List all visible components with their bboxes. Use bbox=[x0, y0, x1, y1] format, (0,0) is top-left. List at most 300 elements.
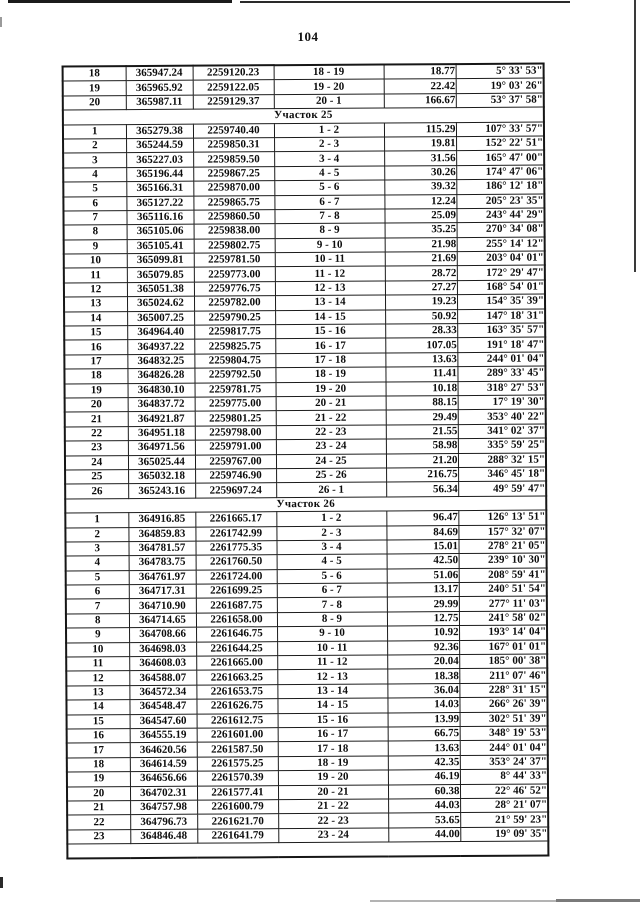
cell-x-coord: 365965.92 bbox=[126, 81, 193, 96]
cell-segment: 26 - 1 bbox=[276, 482, 386, 497]
cell-x-coord: 364937.22 bbox=[127, 340, 194, 355]
cell-bearing: 353° 40' 22" bbox=[458, 409, 546, 424]
cell-bearing: 335° 59' 25" bbox=[458, 438, 546, 453]
cell-bearing: 5° 33' 53" bbox=[456, 64, 544, 79]
cell-bearing: 203° 04' 01" bbox=[457, 251, 545, 266]
cell-point-number: 23 bbox=[65, 441, 128, 456]
cell-segment: 4 - 5 bbox=[277, 554, 387, 569]
cell-bearing: 167° 01' 01" bbox=[459, 640, 547, 655]
cell-point-number: 8 bbox=[66, 613, 129, 628]
cell-segment: 9 - 10 bbox=[277, 626, 387, 641]
cell-y-coord: 2261601.00 bbox=[197, 728, 278, 743]
scan-artifact-top-edge bbox=[240, 1, 570, 3]
cell-y-coord: 2259781.50 bbox=[194, 253, 275, 268]
cell-bearing: 346° 45' 18" bbox=[458, 467, 546, 482]
cell-x-coord: 365244.59 bbox=[126, 138, 193, 153]
cell-distance: 20.04 bbox=[387, 655, 459, 670]
cell-distance: 21.98 bbox=[385, 237, 457, 252]
cell-y-coord: 2261742.99 bbox=[195, 526, 276, 541]
cell-segment: 2 - 3 bbox=[274, 137, 384, 152]
cell-y-coord: 2259746.90 bbox=[195, 469, 276, 484]
cell-bearing: 22° 46' 52" bbox=[460, 784, 548, 799]
cell-segment: 1 - 2 bbox=[274, 123, 384, 138]
cell-distance: 92.36 bbox=[387, 640, 459, 655]
cell-y-coord: 2259790.25 bbox=[194, 310, 275, 325]
cell-bearing: 208° 59' 41" bbox=[459, 568, 547, 583]
cell-y-coord: 2261665.17 bbox=[195, 512, 276, 527]
cell-point-number: 18 bbox=[64, 369, 127, 384]
cell-distance: 12.75 bbox=[387, 611, 459, 626]
cell-bearing: 19° 03' 26" bbox=[456, 78, 544, 93]
scan-artifact-left-edge bbox=[0, 17, 2, 27]
cell-y-coord: 2259740.40 bbox=[193, 123, 274, 138]
cell-bearing: 353° 24' 37" bbox=[460, 755, 548, 770]
cell-bearing: 191° 18' 47" bbox=[457, 337, 545, 352]
cell-bearing: 240° 51' 54" bbox=[459, 582, 547, 597]
cell-segment: 13 - 14 bbox=[277, 684, 387, 699]
cell-y-coord: 2259798.00 bbox=[195, 425, 276, 440]
cell-distance: 88.15 bbox=[386, 396, 458, 411]
cell-segment: 8 - 9 bbox=[277, 612, 387, 627]
cell-x-coord: 364757.98 bbox=[130, 800, 197, 815]
cell-point-number: 15 bbox=[67, 714, 130, 729]
cell-y-coord: 2259697.24 bbox=[195, 483, 276, 498]
cell-segment: 12 - 13 bbox=[277, 669, 387, 684]
cell-point-number: 17 bbox=[64, 354, 127, 369]
cell-segment: 10 - 11 bbox=[275, 252, 385, 267]
cell-x-coord: 365024.62 bbox=[127, 296, 194, 311]
cell-segment: 22 - 23 bbox=[276, 425, 386, 440]
cell-distance: 13.63 bbox=[388, 741, 460, 756]
cell-bearing: 193° 14' 04" bbox=[459, 625, 547, 640]
cell-x-coord: 365279.38 bbox=[126, 124, 193, 139]
cell-bearing: 19° 09' 35" bbox=[460, 827, 548, 842]
cell-y-coord: 2259775.00 bbox=[195, 397, 276, 412]
cell-segment: 6 - 7 bbox=[274, 195, 384, 210]
cell-bearing: 205° 23' 35" bbox=[456, 194, 544, 209]
cell-bearing: 28° 21' 07" bbox=[460, 798, 548, 813]
cell-distance: 13.17 bbox=[387, 583, 459, 598]
cell-bearing: 266° 26' 39" bbox=[459, 697, 547, 712]
cell-x-coord: 364832.25 bbox=[127, 354, 194, 369]
cell-point-number: 1 bbox=[65, 513, 128, 528]
cell-segment: 20 - 21 bbox=[276, 396, 386, 411]
cell-distance: 39.32 bbox=[384, 180, 456, 195]
section-title: Участок 25 bbox=[63, 107, 544, 124]
cell-distance: 35.25 bbox=[385, 223, 457, 238]
cell-bearing: 107° 33' 57" bbox=[456, 122, 544, 137]
cell-bearing: 277° 11' 03" bbox=[459, 596, 547, 611]
cell-y-coord: 2261665.00 bbox=[196, 656, 277, 671]
cell-point-number: 24 bbox=[65, 455, 128, 470]
scan-artifact-right-edge bbox=[634, 0, 636, 272]
cell-point-number: 19 bbox=[63, 81, 126, 96]
cell-segment: 21 - 22 bbox=[278, 799, 388, 814]
cell-point-number: 11 bbox=[66, 657, 129, 672]
cell-segment: 1 - 2 bbox=[276, 511, 386, 526]
cell-point-number: 10 bbox=[66, 642, 129, 657]
cell-point-number: 1 bbox=[63, 124, 126, 139]
cell-x-coord: 365166.31 bbox=[126, 181, 193, 196]
cell-point-number: 2 bbox=[63, 139, 126, 154]
cell-x-coord: 365007.25 bbox=[127, 311, 194, 326]
cell-distance: 107.05 bbox=[385, 338, 457, 353]
cell-segment: 14 - 15 bbox=[275, 310, 385, 325]
cell-x-coord: 364783.75 bbox=[129, 555, 196, 570]
cell-distance: 50.92 bbox=[385, 309, 457, 324]
cell-distance: 10.92 bbox=[387, 626, 459, 641]
cell-x-coord: 365105.41 bbox=[127, 239, 194, 254]
cell-y-coord: 2259870.00 bbox=[193, 181, 274, 196]
cell-bearing: 318° 27' 53" bbox=[458, 381, 546, 396]
cell-y-coord: 2261699.25 bbox=[196, 584, 277, 599]
table-bottom-filler-row bbox=[67, 841, 548, 859]
cell-segment: 13 - 14 bbox=[275, 295, 385, 310]
cell-bearing: 8° 44' 33" bbox=[460, 769, 548, 784]
cell-distance: 36.04 bbox=[387, 683, 459, 698]
cell-segment: 2 - 3 bbox=[276, 526, 386, 541]
cell-y-coord: 2261600.79 bbox=[197, 800, 278, 815]
cell-distance: 21.69 bbox=[385, 252, 457, 267]
cell-point-number: 12 bbox=[64, 282, 127, 297]
cell-segment: 3 - 4 bbox=[276, 540, 386, 555]
cell-distance: 51.06 bbox=[387, 568, 459, 583]
cell-x-coord: 364555.19 bbox=[130, 728, 197, 743]
cell-x-coord: 364710.90 bbox=[129, 599, 196, 614]
cell-x-coord: 364796.73 bbox=[130, 814, 197, 829]
cell-point-number: 21 bbox=[67, 800, 130, 815]
cell-point-number: 20 bbox=[65, 398, 128, 413]
cell-x-coord: 365105.06 bbox=[127, 224, 194, 239]
cell-distance: 14.03 bbox=[387, 698, 459, 713]
cell-bearing: 243° 44' 29" bbox=[456, 208, 544, 223]
cell-segment: 10 - 11 bbox=[277, 641, 387, 656]
cell-segment: 6 - 7 bbox=[277, 583, 387, 598]
cell-x-coord: 365227.03 bbox=[126, 153, 193, 168]
cell-bearing: 165° 47' 00" bbox=[456, 150, 544, 165]
cell-point-number: 22 bbox=[67, 815, 130, 830]
cell-segment: 21 - 22 bbox=[276, 410, 386, 425]
cell-distance: 31.56 bbox=[384, 151, 456, 166]
cell-distance: 44.00 bbox=[388, 827, 460, 842]
cell-point-number: 6 bbox=[63, 196, 126, 211]
cell-y-coord: 2261646.75 bbox=[196, 627, 277, 642]
cell-x-coord: 364656.66 bbox=[130, 771, 197, 786]
cell-bearing: 244° 01' 04" bbox=[457, 352, 545, 367]
cell-bearing: 168° 54' 01" bbox=[457, 280, 545, 295]
cell-distance: 60.38 bbox=[388, 784, 460, 799]
cell-segment: 17 - 18 bbox=[275, 353, 385, 368]
cell-point-number: 2 bbox=[65, 527, 128, 542]
cell-distance: 10.18 bbox=[386, 381, 458, 396]
cell-y-coord: 2259776.75 bbox=[194, 282, 275, 297]
cell-y-coord: 2261587.50 bbox=[197, 742, 278, 757]
cell-bearing: 186° 12' 18" bbox=[456, 179, 544, 194]
cell-y-coord: 2259122.05 bbox=[193, 80, 274, 95]
cell-bearing: 163° 35' 57" bbox=[457, 323, 545, 338]
cell-distance: 44.03 bbox=[388, 798, 460, 813]
cell-x-coord: 365243.16 bbox=[128, 484, 195, 499]
cell-y-coord: 2259859.50 bbox=[193, 152, 274, 167]
cell-point-number: 5 bbox=[66, 570, 129, 585]
cell-bearing: 288° 32' 15" bbox=[458, 453, 546, 468]
cell-distance: 13.63 bbox=[385, 352, 457, 367]
cell-segment: 9 - 10 bbox=[275, 238, 385, 253]
cell-y-coord: 2259792.50 bbox=[194, 368, 275, 383]
cell-y-coord: 2259804.75 bbox=[194, 353, 275, 368]
cell-x-coord: 365987.11 bbox=[126, 95, 193, 110]
cell-segment: 7 - 8 bbox=[274, 209, 384, 224]
cell-segment: 23 - 24 bbox=[276, 439, 386, 454]
cell-distance: 84.69 bbox=[386, 525, 458, 540]
cell-distance: 21.20 bbox=[386, 453, 458, 468]
cell-distance: 21.55 bbox=[386, 424, 458, 439]
cell-y-coord: 2261775.35 bbox=[195, 541, 276, 556]
cell-segment: 19 - 20 bbox=[274, 79, 384, 94]
cell-distance: 53.65 bbox=[388, 813, 460, 828]
cell-distance: 18.77 bbox=[384, 64, 456, 79]
cell-point-number: 3 bbox=[63, 153, 126, 168]
cell-bearing: 185° 00' 38" bbox=[459, 654, 547, 669]
cell-point-number: 4 bbox=[66, 556, 129, 571]
cell-bearing: 239° 10' 30" bbox=[459, 553, 547, 568]
cell-point-number: 20 bbox=[67, 786, 130, 801]
cell-x-coord: 364781.57 bbox=[128, 541, 195, 556]
cell-x-coord: 364620.56 bbox=[130, 743, 197, 758]
cell-y-coord: 2259781.75 bbox=[195, 382, 276, 397]
cell-bearing: 241° 58' 02" bbox=[459, 611, 547, 626]
cell-point-number: 23 bbox=[67, 829, 130, 844]
cell-segment: 16 - 17 bbox=[275, 338, 385, 353]
cell-x-coord: 365127.22 bbox=[126, 196, 193, 211]
cell-point-number: 8 bbox=[64, 225, 127, 240]
cell-y-coord: 2261612.75 bbox=[197, 713, 278, 728]
cell-y-coord: 2261621.70 bbox=[197, 814, 278, 829]
cell-x-coord: 364826.28 bbox=[127, 368, 194, 383]
cell-y-coord: 2261663.25 bbox=[196, 670, 277, 685]
cell-x-coord: 364761.97 bbox=[129, 570, 196, 585]
cell-bearing: 255° 14' 12" bbox=[457, 237, 545, 252]
cell-distance: 12.24 bbox=[384, 194, 456, 209]
cell-y-coord: 2261577.41 bbox=[197, 785, 278, 800]
cell-point-number: 7 bbox=[63, 210, 126, 225]
cell-distance: 25.09 bbox=[384, 208, 456, 223]
cell-segment: 19 - 20 bbox=[278, 770, 388, 785]
cell-point-number: 18 bbox=[67, 757, 130, 772]
cell-y-coord: 2261658.00 bbox=[196, 613, 277, 628]
cell-distance: 27.27 bbox=[385, 280, 457, 295]
section-title: Участок 26 bbox=[65, 496, 546, 513]
cell-segment: 15 - 16 bbox=[275, 324, 385, 339]
cell-distance: 58.98 bbox=[386, 439, 458, 454]
cell-bearing: 147° 18' 31" bbox=[457, 309, 545, 324]
cell-segment: 19 - 20 bbox=[276, 382, 386, 397]
cell-segment: 23 - 24 bbox=[278, 828, 388, 843]
cell-distance: 166.67 bbox=[384, 93, 456, 108]
cell-segment: 20 - 21 bbox=[278, 785, 388, 800]
cell-x-coord: 364717.31 bbox=[129, 584, 196, 599]
cell-point-number: 19 bbox=[65, 383, 128, 398]
cell-point-number: 5 bbox=[63, 182, 126, 197]
cell-segment: 22 - 23 bbox=[278, 813, 388, 828]
cell-y-coord: 2259773.00 bbox=[194, 267, 275, 282]
table-bottom-filler bbox=[67, 841, 548, 859]
cell-segment: 18 - 19 bbox=[275, 367, 385, 382]
cell-bearing: 341° 02' 37" bbox=[458, 424, 546, 439]
cell-y-coord: 2259767.00 bbox=[195, 454, 276, 469]
cell-x-coord: 364702.31 bbox=[130, 786, 197, 801]
cell-x-coord: 364951.18 bbox=[128, 426, 195, 441]
cell-y-coord: 2261653.75 bbox=[196, 684, 277, 699]
cell-segment: 14 - 15 bbox=[277, 698, 387, 713]
cell-x-coord: 365032.18 bbox=[128, 469, 195, 484]
cell-distance: 46.19 bbox=[388, 770, 460, 785]
cell-bearing: 152° 22' 51" bbox=[456, 136, 544, 151]
cell-distance: 22.42 bbox=[384, 79, 456, 94]
cell-segment: 8 - 9 bbox=[275, 223, 385, 238]
cell-distance: 216.75 bbox=[386, 468, 458, 483]
cell-distance: 56.34 bbox=[386, 482, 458, 497]
cell-segment: 5 - 6 bbox=[277, 569, 387, 584]
cell-bearing: 21° 59' 23" bbox=[460, 812, 548, 827]
cell-y-coord: 2259782.00 bbox=[194, 296, 275, 311]
cell-distance: 29.99 bbox=[387, 597, 459, 612]
cell-distance: 13.99 bbox=[388, 712, 460, 727]
cell-point-number: 14 bbox=[64, 311, 127, 326]
cell-x-coord: 364548.47 bbox=[129, 699, 196, 714]
cell-bearing: 228° 31' 15" bbox=[459, 683, 547, 698]
cell-y-coord: 2261575.25 bbox=[197, 756, 278, 771]
cell-bearing: 126° 13' 51" bbox=[458, 510, 546, 525]
cell-distance: 28.33 bbox=[385, 324, 457, 339]
cell-x-coord: 364921.87 bbox=[128, 412, 195, 427]
cell-segment: 11 - 12 bbox=[275, 266, 385, 281]
cell-distance: 11.41 bbox=[385, 367, 457, 382]
cell-point-number: 12 bbox=[66, 671, 129, 686]
scan-artifact-bottom-edge bbox=[556, 899, 640, 902]
cell-y-coord: 2261626.75 bbox=[196, 699, 277, 714]
cell-distance: 15.01 bbox=[386, 539, 458, 554]
cell-x-coord: 364859.83 bbox=[128, 527, 195, 542]
cell-point-number: 13 bbox=[66, 685, 129, 700]
cell-y-coord: 2259120.23 bbox=[193, 65, 274, 80]
cell-bearing: 49° 59' 47" bbox=[458, 481, 546, 496]
cell-x-coord: 364964.40 bbox=[127, 325, 194, 340]
cell-y-coord: 2259801.25 bbox=[195, 411, 276, 426]
cell-y-coord: 2259791.00 bbox=[195, 440, 276, 455]
cell-point-number: 11 bbox=[64, 268, 127, 283]
cell-x-coord: 364846.48 bbox=[130, 829, 197, 844]
cell-point-number: 19 bbox=[67, 772, 130, 787]
cell-point-number: 16 bbox=[64, 340, 127, 355]
cell-segment: 16 - 17 bbox=[278, 727, 388, 742]
cell-segment: 25 - 26 bbox=[276, 468, 386, 483]
survey-coordinates-table bbox=[62, 63, 550, 860]
cell-point-number: 3 bbox=[65, 541, 128, 556]
cell-bearing: 17° 19' 30" bbox=[458, 395, 546, 410]
cell-segment: 5 - 6 bbox=[274, 180, 384, 195]
cell-y-coord: 2259867.25 bbox=[193, 166, 274, 181]
cell-distance: 29.49 bbox=[386, 410, 458, 425]
cell-y-coord: 2259802.75 bbox=[194, 238, 275, 253]
cell-bearing: 302° 51' 39" bbox=[460, 712, 548, 727]
cell-segment: 20 - 1 bbox=[274, 94, 384, 109]
cell-x-coord: 364971.56 bbox=[128, 440, 195, 455]
scan-artifact-top-edge bbox=[8, 0, 232, 3]
cell-x-coord: 364837.72 bbox=[128, 397, 195, 412]
cell-bearing: 211° 07' 46" bbox=[459, 668, 547, 683]
cell-x-coord: 365099.81 bbox=[127, 253, 194, 268]
cell-x-coord: 364547.60 bbox=[130, 714, 197, 729]
cell-y-coord: 2259838.00 bbox=[194, 224, 275, 239]
cell-point-number: 4 bbox=[63, 167, 126, 182]
cell-point-number: 18 bbox=[63, 66, 126, 81]
cell-distance: 115.29 bbox=[384, 122, 456, 137]
cell-y-coord: 2261641.79 bbox=[197, 828, 278, 843]
cell-y-coord: 2259865.75 bbox=[193, 195, 274, 210]
cell-point-number: 13 bbox=[64, 297, 127, 312]
cell-segment: 4 - 5 bbox=[274, 166, 384, 181]
cell-distance: 19.81 bbox=[384, 137, 456, 152]
cell-segment: 7 - 8 bbox=[277, 597, 387, 612]
cell-y-coord: 2261687.75 bbox=[196, 598, 277, 613]
cell-x-coord: 364608.03 bbox=[129, 656, 196, 671]
cell-point-number: 16 bbox=[67, 729, 130, 744]
cell-x-coord: 364588.07 bbox=[129, 671, 196, 686]
cell-point-number: 25 bbox=[65, 470, 128, 485]
cell-segment: 3 - 4 bbox=[274, 151, 384, 166]
scan-artifact-bottom-edge bbox=[370, 900, 556, 902]
cell-x-coord: 364708.66 bbox=[129, 627, 196, 642]
scan-artifact-left-edge bbox=[0, 877, 3, 888]
cell-point-number: 6 bbox=[66, 585, 129, 600]
cell-segment: 18 - 19 bbox=[274, 65, 384, 81]
cell-bearing: 174° 47' 06" bbox=[456, 165, 544, 180]
cell-distance: 42.50 bbox=[387, 554, 459, 569]
cell-x-coord: 365079.85 bbox=[127, 268, 194, 283]
cell-distance: 66.75 bbox=[388, 727, 460, 742]
cell-bearing: 270° 34' 08" bbox=[457, 222, 545, 237]
cell-bearing: 157° 32' 07" bbox=[458, 525, 546, 540]
cell-y-coord: 2259850.31 bbox=[193, 138, 274, 153]
cell-y-coord: 2261760.50 bbox=[196, 555, 277, 570]
cell-point-number: 14 bbox=[66, 700, 129, 715]
cell-x-coord: 364830.10 bbox=[128, 383, 195, 398]
cell-segment: 18 - 19 bbox=[278, 756, 388, 771]
cell-bearing: 154° 35' 39" bbox=[457, 294, 545, 309]
cell-x-coord: 365947.24 bbox=[126, 66, 193, 81]
page-number: 104 bbox=[297, 29, 319, 44]
cell-point-number: 7 bbox=[66, 599, 129, 614]
cell-point-number: 21 bbox=[65, 412, 128, 427]
cell-point-number: 9 bbox=[64, 239, 127, 254]
cell-segment: 24 - 25 bbox=[276, 454, 386, 469]
cell-point-number: 15 bbox=[64, 326, 127, 341]
cell-bearing: 244° 01' 04" bbox=[460, 740, 548, 755]
cell-x-coord: 364916.85 bbox=[128, 512, 195, 527]
cell-distance: 42.35 bbox=[388, 755, 460, 770]
cell-bearing: 278° 21' 05" bbox=[458, 539, 546, 554]
cell-segment: 17 - 18 bbox=[278, 741, 388, 756]
cell-x-coord: 364698.03 bbox=[129, 642, 196, 657]
cell-distance: 96.47 bbox=[386, 511, 458, 526]
cell-x-coord: 364714.65 bbox=[129, 613, 196, 628]
cell-x-coord: 364572.34 bbox=[129, 685, 196, 700]
cell-segment: 12 - 13 bbox=[275, 281, 385, 296]
cell-y-coord: 2259129.37 bbox=[193, 94, 274, 109]
cell-y-coord: 2259817.75 bbox=[194, 325, 275, 340]
cell-bearing: 348° 19' 53" bbox=[460, 726, 548, 741]
